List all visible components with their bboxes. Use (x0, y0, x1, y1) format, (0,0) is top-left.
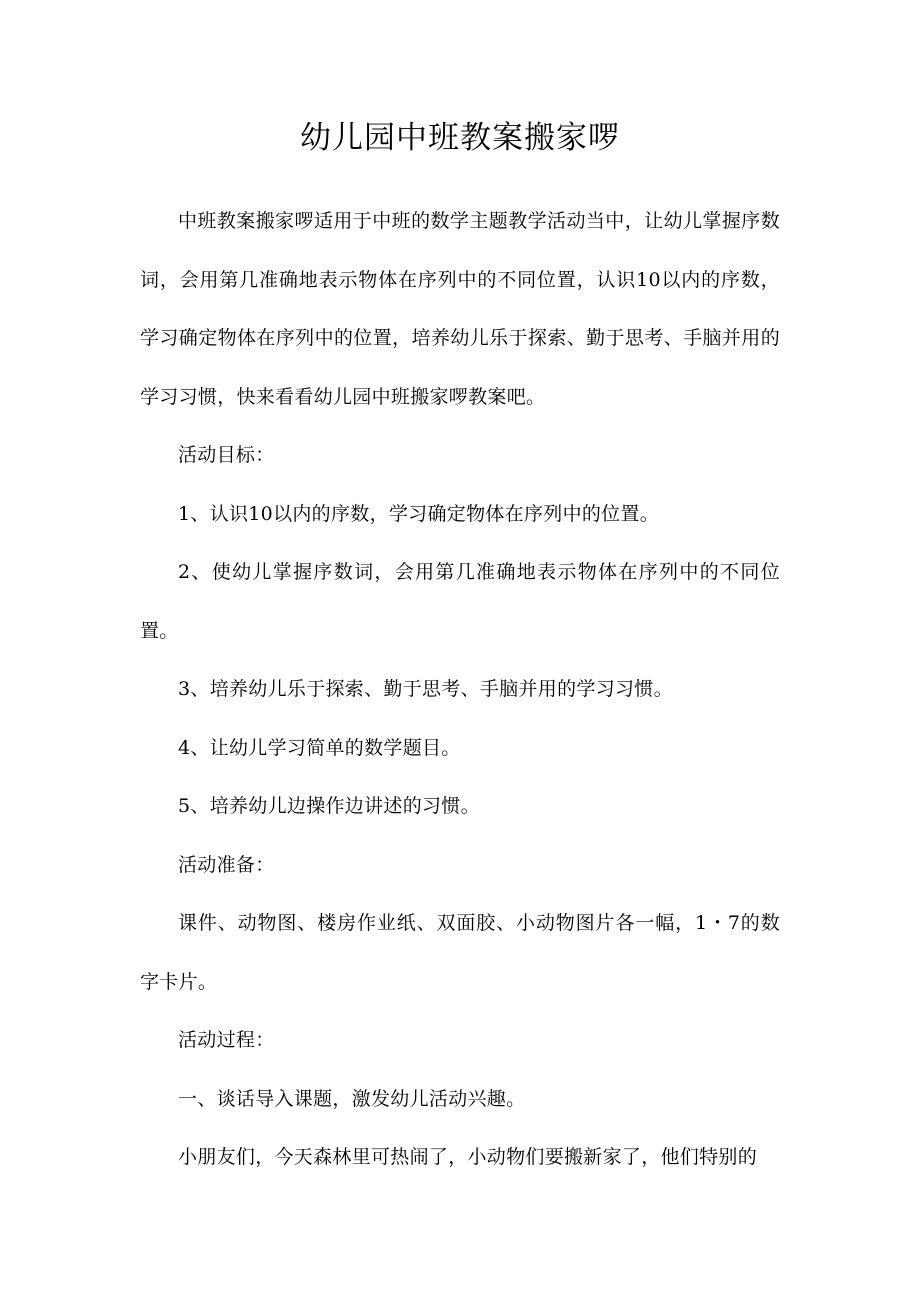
document-title: 幼儿园中班教案搬家啰 (300, 120, 620, 156)
paragraph-story: 小朋友们，今天森林里可热闹了，小动物们要搬新家了，他们特别的 (178, 1146, 758, 1168)
paragraph-preparation: 课件、动物图、楼房作业纸、双面胶、小动物图片各一幅，1・7的数字卡片。 (140, 912, 780, 993)
paragraph-process-heading: 活动过程： (178, 1029, 275, 1051)
paragraph-goals-heading: 活动目标： (178, 444, 275, 466)
paragraph-goal-4: 4、让幼儿学习简单的数学题目。 (178, 736, 461, 759)
paragraph-preparation-heading: 活动准备： (178, 853, 275, 876)
paragraph-goal-1: 1、认识10以内的序数，学习确定物体在序列中的位置。 (178, 502, 660, 525)
paragraph-goal-5: 5、培养幼儿边操作边讲述的习惯。 (178, 795, 480, 817)
document-body (140, 192, 780, 1187)
paragraph-goal-3: 3、培养幼儿乐于探索、勤于思考、手脑并用的学习习惯。 (178, 678, 673, 700)
paragraph-step-1: 一、谈话导入课题，激发幼儿活动兴趣。 (178, 1087, 526, 1110)
paragraph-intro: 中班教案搬家啰适用于中班的数学主题教学活动当中，让幼儿掌握序数词，会用第几准确地表示物体在序列中的不同位置，认识10以内的序数，学习确定物体在序列中的位置，培养幼儿乐于探索、勤于思考、手脑并用的学习习惯，快来看看幼儿园中班搬家啰教案吧。 (140, 210, 780, 408)
paragraph-goal-2: 2、使幼儿掌握序数词，会用第几准确地表示物体在序列中的不同位置。 (140, 561, 780, 642)
